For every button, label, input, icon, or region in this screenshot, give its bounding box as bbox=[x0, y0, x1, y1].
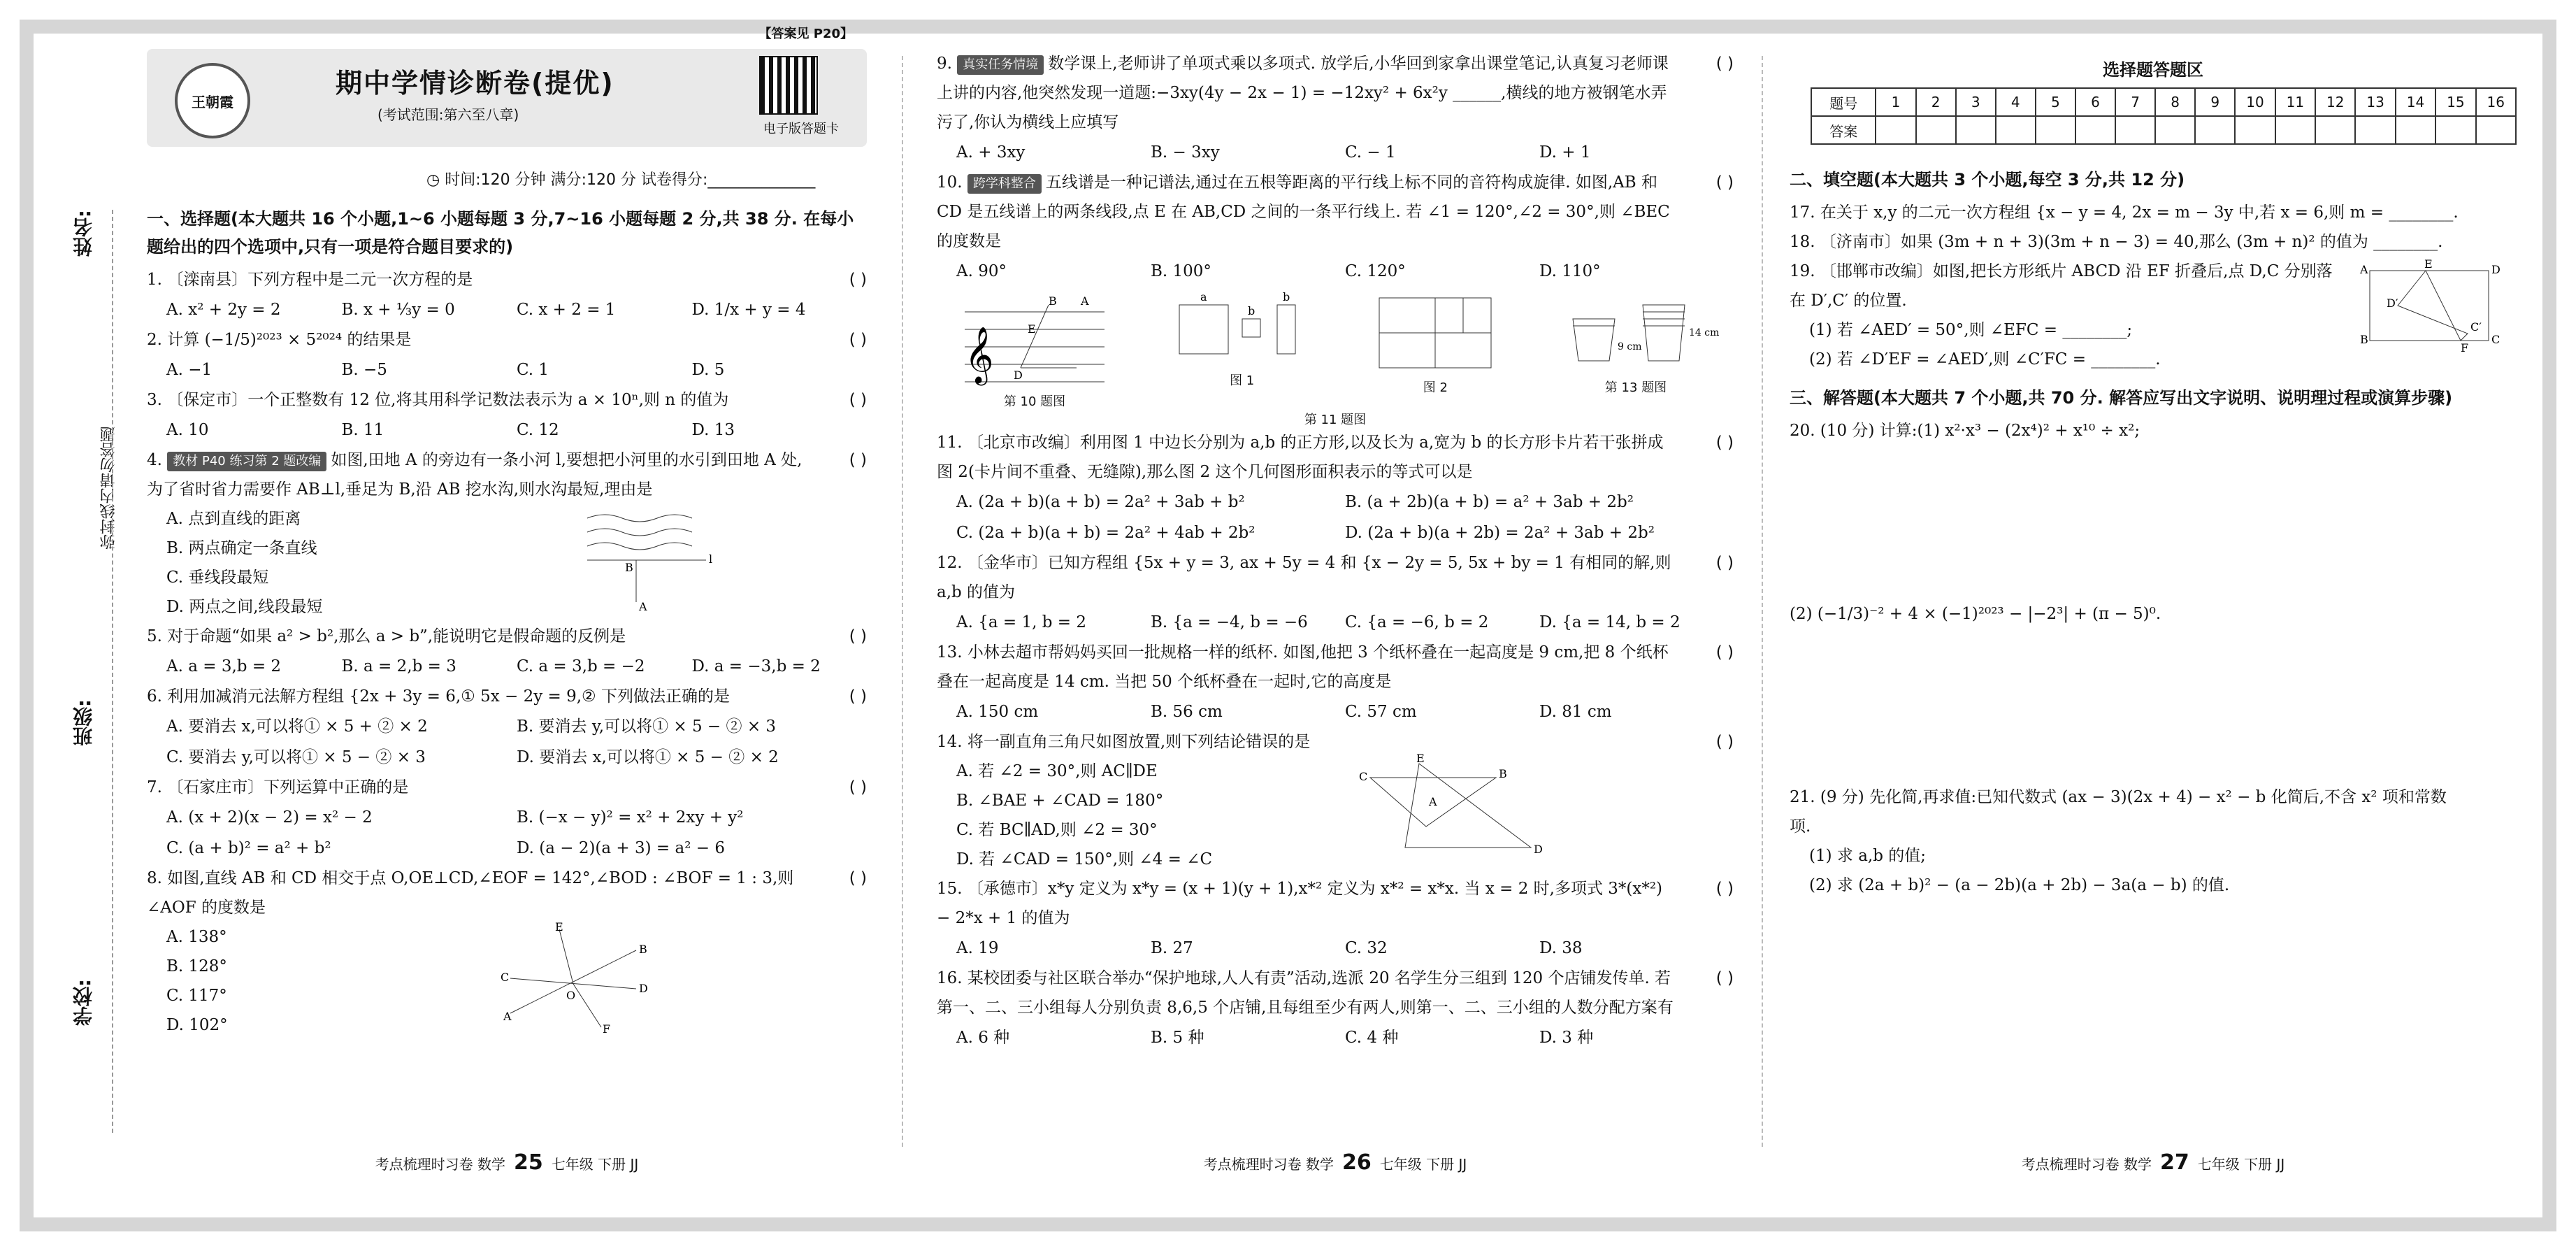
question-15: 15. 〔承德市〕x*y 定义为 x*y = (x + 1)(y + 1),x*² 定义为 x*² = x*x. 当 x = 2 时,多项式 3*(x*²) − 2*x + 1 的值为 ( ) bbox=[937, 880, 1734, 927]
svg-text:a: a bbox=[1200, 290, 1207, 303]
svg-text:A: A bbox=[1429, 795, 1437, 808]
q21-part-2: (2) 求 (2a + b)² − (a − 2b)(a + 2b) − 3a(a − b) 的值. bbox=[1809, 876, 2230, 894]
question-11: 11. 〔北京市改编〕利用图 1 中边长分别为 a,b 的正方形,以及长为 a,宽为 b 的长方形卡片若干张拼成图 2(卡片间不重叠、无缝隙),那么图 2 这个几何图形面积表示的等式可以是 ( ) bbox=[937, 434, 1734, 481]
binding-note: 弥封线内请勿答题 bbox=[100, 427, 117, 550]
question-21: 21. (9 分) 先化简,再求值:已知代数式 (ax − 3)(2x + 4) − x² − b 化简后,不含 x² 项和常数项. bbox=[1790, 788, 2447, 836]
question-4: 4. 教材 P40 练习第 2 题改编 如图,田地 A 的旁边有一条小河 l,要想把小河里的水引到田地 A 处,为了省时省力需要作 AB⊥l,垂足为 B,沿 AB 挖水沟,则水沟最短,理由是 ( ) bbox=[147, 451, 867, 499]
svg-text:D: D bbox=[1534, 843, 1543, 856]
grid-answer-row[interactable]: 答案 bbox=[1811, 116, 2516, 144]
q3-options: A. 10 B. 11 C. 12 D. 13 bbox=[166, 421, 735, 439]
figure-11-2: 图 2 bbox=[1372, 291, 1498, 410]
q14-options: A. 若 ∠2 = 30°,则 AC∥DE B. ∠BAE + ∠CAD = 180° C. 若 BC∥AD,则 ∠2 = 30° D. 若 ∠CAD = 150°,则 ∠4 = ∠C bbox=[956, 762, 1213, 868]
answer-ref: 【答案见 P20】 bbox=[758, 27, 853, 41]
question-12: 12. 〔金华市〕已知方程组 {5x + y = 3, ax + 5y = 4 和 {x − 2y = 5, 5x + by = 1 有相同的解,则 a,b 的值为 ( ) bbox=[937, 554, 1734, 601]
q12-options: A. {a = 1, b = 2 B. {a = −4, b = −6 C. {a = −6, b = 2 D. {a = 14, b = 2 bbox=[956, 613, 1681, 631]
q15-options: A. 19 B. 27 C. 32 D. 38 bbox=[956, 939, 1583, 957]
svg-text:F: F bbox=[2461, 341, 2469, 355]
question-17: 17. 在关于 x,y 的二元一次方程组 {x − y = 4, 2x = m − 3y 中,若 x = 6,则 m = ________. bbox=[1790, 203, 2459, 222]
page-number: 26 bbox=[1342, 1150, 1372, 1175]
svg-text:A: A bbox=[503, 1010, 512, 1023]
svg-text:C′: C′ bbox=[2470, 320, 2482, 334]
q16-options: A. 6 种 B. 5 种 C. 4 种 D. 3 种 bbox=[956, 1029, 1594, 1047]
svg-text:A: A bbox=[2360, 263, 2368, 276]
svg-text:D′: D′ bbox=[2387, 296, 2398, 310]
svg-text:B: B bbox=[1049, 294, 1057, 308]
answer-grid bbox=[1811, 87, 2517, 145]
column-divider bbox=[902, 56, 903, 1147]
question-20: 20. (10 分) 计算:(1) x²·x³ − (2x⁴)² + x¹⁰ ÷ x²; bbox=[1790, 422, 2140, 440]
question-20-part-2: (2) (−1/3)⁻² + 4 × (−1)²⁰²³ − |−2³| + (π − 5)⁰. bbox=[1790, 605, 2161, 623]
q14-block bbox=[937, 752, 1734, 874]
question-8: 8. 如图,直线 AB 和 CD 相交于点 O,OE⊥CD,∠EOF = 142°,∠BOD : ∠BOF = 1 : 3,则 ∠AOF 的度数是 ( ) bbox=[147, 869, 867, 917]
q11-options: A. (2a + b)(a + b) = 2a² + 3ab + b² B. (a + 2b)(a + b) = a² + 3ab + 2b² C. (2a + b)(a + b) = 2a² + 4ab + 2b² D. (2a + b)(a + 2b) = 2a² + 3ab + 2b² bbox=[956, 493, 1655, 542]
q1-options: A. x² + 2y = 2 B. x + ⅓y = 0 C. x + 2 = 1 D. 1/x + y = 4 bbox=[166, 301, 806, 319]
answer-space[interactable] bbox=[1790, 629, 2517, 782]
page-number: 27 bbox=[2160, 1150, 2189, 1175]
svg-text:C: C bbox=[1359, 770, 1368, 783]
seal-line bbox=[112, 210, 113, 1133]
qr-code-icon[interactable] bbox=[759, 56, 818, 115]
page-footer-25: 考点梳理时习卷 数学 25 七年级 下册 JJ bbox=[375, 1150, 639, 1175]
q6-options: A. 要消去 x,可以将① × 5 + ② × 2 B. 要消去 y,可以将① × 5 − ② × 3 C. 要消去 y,可以将① × 5 − ② × 3 D. 要消去 x,可以将① × 5 − ② × 2 bbox=[166, 717, 779, 766]
q4-options: A. 点到直线的距离 B. 两点确定一条直线 C. 垂线段最短 D. 两点之间,线段最短 bbox=[166, 510, 323, 616]
svg-text:E: E bbox=[1416, 752, 1425, 765]
question-16: 16. 某校团委与社区联合举办“保护地球,人人有责”活动,选派 20 名学生分三组到 120 个店铺发传单. 若第一、二、三小组每人分别负责 8,6,5 个店铺,且每组至少有两人,则第一、二、三小组的人数分配方案有 ( ) bbox=[937, 969, 1734, 1017]
q5-options: A. a = 3,b = 2 B. a = 2,b = 3 C. a = 3,b = −2 D. a = −3,b = 2 bbox=[166, 657, 821, 675]
svg-text:C: C bbox=[501, 971, 510, 984]
q10-options: A. 90° B. 100° C. 120° D. 110° bbox=[956, 262, 1601, 280]
question-5: 5. 对于命题“如果 a² > b²,那么 a > b”,能说明它是假命题的反例是 ( ) bbox=[147, 627, 867, 645]
page-footer-27: 考点梳理时习卷 数学 27 七年级 下册 JJ bbox=[2021, 1150, 2285, 1175]
section-solve: 三、解答题(本大题共 7 个小题,共 70 分. 解答应写出文字说明、说明理过程或演算步骤) bbox=[1790, 388, 2453, 408]
svg-text:14 cm: 14 cm bbox=[1688, 327, 1720, 338]
column-page-25 bbox=[147, 27, 867, 1175]
angle-figure bbox=[496, 922, 664, 1034]
svg-text:C: C bbox=[2491, 333, 2501, 346]
section-fill: 二、填空题(本大题共 3 个小题,每空 3 分,共 12 分) bbox=[1790, 170, 2185, 190]
q19-block bbox=[1790, 257, 2517, 374]
svg-text:E: E bbox=[2424, 257, 2433, 271]
qr-caption: 电子版答题卡 bbox=[763, 122, 839, 136]
exam-scope: (考试范围:第六至八章) bbox=[377, 106, 519, 123]
binding-strip bbox=[56, 210, 133, 1119]
question-14: 14. 将一副直角三角尺如图放置,则下列结论错误的是 ( ) bbox=[937, 733, 1734, 751]
grid-number-row: 题号 1 2 3 4 5 6 7 8 9 10 11 12 13 14 15 16 bbox=[1811, 88, 2516, 116]
svg-text:l: l bbox=[709, 552, 713, 566]
svg-text:E: E bbox=[1028, 322, 1036, 336]
section-choice: 一、选择题(本大题共 16 个小题,1~6 小题每题 3 分,7~16 小题每题 2 分,共 38 分. 在每小题给出的四个选项中,只有一项是符合题目要求的) bbox=[147, 209, 854, 257]
svg-text:E: E bbox=[555, 920, 563, 934]
svg-text:B: B bbox=[625, 561, 633, 574]
exam-header bbox=[147, 27, 867, 147]
q21-part-1: (1) 求 a,b 的值; bbox=[1809, 847, 1927, 865]
class-label: 班级: bbox=[72, 699, 95, 747]
q8-options: A. 138° B. 128° C. 117° D. 102° bbox=[166, 928, 228, 1034]
svg-text:b: b bbox=[1282, 290, 1290, 303]
page-title: 期中学情诊断卷(提优) bbox=[336, 68, 614, 99]
name-label: 姓名: bbox=[72, 210, 95, 257]
q2-options: A. −1 B. −5 C. 1 D. 5 bbox=[166, 361, 725, 379]
svg-text:A: A bbox=[639, 600, 647, 613]
q4-block bbox=[147, 504, 867, 622]
q19-part-1: (1) 若 ∠AED′ = 50°,则 ∠EFC = ________; bbox=[1809, 321, 2133, 339]
question-6: 6. 利用加减消元法解方程组 {2x + 3y = 6,① 5x − 2y = 9,② 下列做法正确的是 ( ) bbox=[147, 687, 867, 706]
column-page-27 bbox=[1790, 49, 2517, 1175]
svg-text:F: F bbox=[603, 1022, 611, 1036]
answer-space[interactable] bbox=[1790, 445, 2517, 599]
fold-figure bbox=[2356, 257, 2510, 355]
clock-icon: ◷ bbox=[426, 171, 445, 189]
school-label: 学校: bbox=[72, 979, 95, 1027]
question-13: 13. 小林去超市帮妈妈买回一批规格一样的纸杯. 如图,他把 3 个纸杯叠在一起高度是 9 cm,把 8 个纸杯叠在一起高度是 14 cm. 当把 50 个纸杯叠在一起时,它的高度是 ( ) bbox=[937, 643, 1734, 691]
svg-text:D: D bbox=[1014, 369, 1023, 382]
figures-row bbox=[937, 287, 1734, 414]
svg-text:D: D bbox=[639, 982, 648, 995]
question-1: 1. 〔滦南县〕下列方程中是二元一次方程的是 ( ) bbox=[147, 271, 867, 289]
svg-text:B: B bbox=[1499, 767, 1507, 780]
svg-text:D: D bbox=[2491, 263, 2501, 276]
river-figure bbox=[580, 504, 720, 616]
brand-logo: 王朝霞 bbox=[175, 63, 250, 138]
question-9: 9. 真实任务情境 数学课上,老师讲了单项式乘以多项式. 放学后,小华回到家拿出课堂笔记,认真复习老师课上讲的内容,他突然发现一道题:−3xy(4y − 2x − 1) = −12xy² + 6x²y ______,横线的地方被钢笔水弄污了,你认为横线上应填写 ( ) bbox=[937, 55, 1734, 131]
page-footer-26: 考点梳理时习卷 数学 26 七年级 下册 JJ bbox=[1203, 1150, 1467, 1175]
svg-text:B: B bbox=[639, 943, 647, 956]
triangle-figure bbox=[1356, 752, 1552, 862]
svg-text:b: b bbox=[1247, 304, 1255, 317]
answer-grid-title: 选择题答题区 bbox=[2103, 60, 2203, 80]
svg-text:A: A bbox=[1081, 294, 1089, 308]
svg-text:O: O bbox=[566, 989, 576, 1002]
page-number: 25 bbox=[514, 1150, 543, 1175]
q4-tag: 教材 P40 练习第 2 题改编 bbox=[167, 452, 326, 471]
q9-options: A. + 3xy B. − 3xy C. − 1 D. + 1 bbox=[956, 143, 1591, 162]
svg-text:𝄞: 𝄞 bbox=[965, 326, 994, 383]
column-divider bbox=[1762, 56, 1763, 1147]
q7-options: A. (x + 2)(x − 2) = x² − 2 B. (−x − y)² = x² + 2xy + y² C. (a + b)² = a² + b² D. (a − 2)(a + 3) = a² − 6 bbox=[166, 808, 744, 857]
figure-13: 9 cm 14 cm 第 13 题图 bbox=[1559, 291, 1713, 410]
question-19: 19. 〔邯郸市改编〕如图,把长方形纸片 ABCD 沿 EF 折叠后,点 D,C 分别落在 D′,C′ 的位置. bbox=[1790, 262, 2333, 310]
q19-part-2: (2) 若 ∠D′EF = ∠AED′,则 ∠C′FC = ________. bbox=[1809, 350, 2161, 369]
question-3: 3. 〔保定市〕一个正整数有 12 位,将其用科学记数法表示为 a × 10ⁿ,则 n 的值为 ( ) bbox=[147, 391, 867, 409]
exam-meta: ◷ 时间:120 分钟 满分:120 分 试卷得分:______________ bbox=[426, 171, 816, 189]
svg-text:9 cm: 9 cm bbox=[1617, 341, 1642, 352]
q8-block bbox=[147, 922, 867, 1040]
question-10: 10. 跨学科整合 五线谱是一种记谱法,通过在五根等距离的平行线上标不同的音符构成旋律. 如图,AB 和 CD 是五线谱上的两条线段,点 E 在 AB,CD 之间的一条平行线上. 若 ∠1 = 120°,∠2 = 30°,则 ∠BEC 的度数是 ( ) bbox=[937, 173, 1734, 250]
figure-10: 𝄞 B A D E 第 10 题图 bbox=[965, 294, 1089, 409]
question-18: 18. 〔济南市〕如果 (3m + n + 3)(3m + n − 3) = 40,那么 (3m + n)² 的值为 ________. bbox=[1790, 233, 2443, 251]
svg-text:B: B bbox=[2360, 333, 2368, 346]
figure-11-1: a b b 图 1 bbox=[1172, 291, 1312, 410]
figure-11-caption: 第 11 题图 bbox=[1304, 413, 1367, 427]
column-page-26 bbox=[937, 49, 1734, 1175]
q13-options: A. 150 cm B. 56 cm C. 57 cm D. 81 cm bbox=[956, 703, 1612, 721]
question-2: 2. 计算 (−1/5)²⁰²³ × 5²⁰²⁴ 的结果是 ( ) bbox=[147, 331, 867, 349]
question-7: 7. 〔石家庄市〕下列运算中正确的是 ( ) bbox=[147, 778, 867, 796]
